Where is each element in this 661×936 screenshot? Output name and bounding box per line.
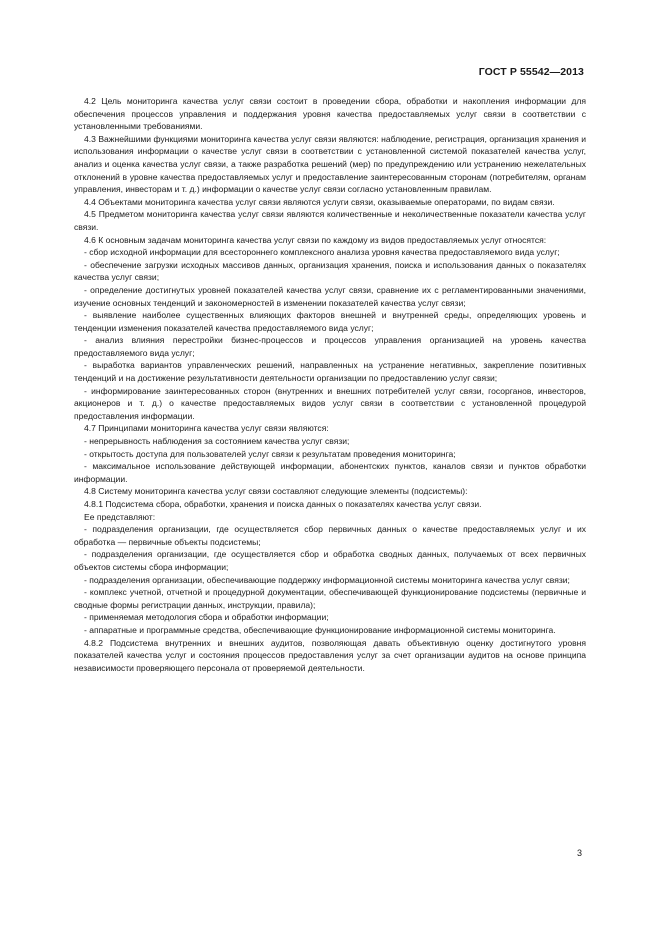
- paragraph: - подразделения организации, где осуществляется сбор и обработка сводных данных, получаемых от всех первичных объектов системы сбора информации;: [74, 549, 586, 572]
- paragraph: 4.3 Важнейшими функциями мониторинга качества услуг связи являются: наблюдение, регистрация, организация хранения и использования информации о качестве услуг связи в соответствии с установленной системой показателей качества услуг, анализ и оценка качества услуг связи, а также разработка решений (мер) по предупреждению или устранению нежелательных отклонений в уровне качества предоставляемых услуг и предоставление заинтересованным сторонам (потребителям, органам управления, инвесторам и т. д.) информации о качестве услуг связи согласно установленным правилам.: [74, 133, 586, 195]
- paragraph: - подразделения организации, обеспечивающие поддержку информационной системы мониторинга качества услуг связи;: [84, 574, 570, 585]
- paragraph: - подразделения организации, где осуществляется сбор первичных данных о качестве предоставляемых услуг и их обработка — первичные объекты подсистемы;: [74, 524, 586, 547]
- document-code: ГОСТ Р 55542—2013: [478, 66, 584, 78]
- paragraph: - аппаратные и программные средства, обеспечивающие функционирование информационной системы мониторинга.: [84, 624, 556, 635]
- paragraph: 4.8.2 Подсистема внутренних и внешних аудитов, позволяющая давать объективную оценку достигнутого уровня показателей качества услуг и состояния процессов предоставления услуг за счет организации аудитов на основе принципа независимости проверяющего персонала от проверяемой деятельности.: [74, 637, 586, 673]
- paragraph: - анализ влияния перестройки бизнес-процессов и процессов управления организацией на уровень качества предоставляемого вида услуг;: [74, 335, 586, 358]
- paragraph: 4.6 К основным задачам мониторинга качества услуг связи по каждому из видов предоставляемых услуг относятся:: [84, 234, 547, 245]
- paragraph: - сбор исходной информации для всестороннего комплексного анализа уровня качества предоставляемого вида услуг;: [84, 247, 560, 258]
- paragraph: - выработка вариантов управленческих решений, направленных на устранение негативных, закрепление позитивных тенденций и на достижение результативности деятельности организации по предоставлению услуг связи;: [74, 360, 586, 384]
- paragraph: 4.4 Объектами мониторинга качества услуг связи являются услуги связи, оказываемые операторами, по видам связи.: [84, 196, 555, 207]
- paragraph: - выявление наиболее существенных влияющих факторов внешней и внутренней среды, определяющих уровень и тенденции изменения показателей качества предоставляемого вида услуг;: [74, 310, 586, 333]
- paragraph: - комплекс учетной, отчетной и процедурной документации, обеспечивающей функционирование подсистемы (первичные и сводные формы регистрации данных, инструкции, правила);: [74, 587, 586, 610]
- paragraph: 4.5 Предметом мониторинга качества услуг связи являются количественные и неколичественные показатели качества услуг связи.: [74, 209, 586, 232]
- paragraph: 4.7 Принципами мониторинга качества услуг связи являются:: [84, 423, 329, 434]
- paragraph: 4.8.1 Подсистема сбора, обработки, хранения и поиска данных о показателях качества услуг связи.: [84, 499, 482, 509]
- paragraph: Ее представляют:: [84, 511, 156, 522]
- paragraph: - обеспечение загрузки исходных массивов данных, организация хранения, поиска и использования данных о показателях качества услуг связи;: [74, 259, 586, 283]
- paragraph: - определение достигнутых уровней показателей качества услуг связи, сравнение их с регламентированными значениями, изучение основных тенденций и закономерностей в изменении показателей качества услуг связи;: [74, 284, 586, 308]
- paragraph: 4.2 Цель мониторинга качества услуг связи состоит в проведении сбора, обработки и накопления информации для обеспечения процессов управления и поддержания уровня качества предоставляемых услуг связи в соответствии с установленными требованиями.: [74, 96, 586, 132]
- document-body: [74, 95, 586, 674]
- paragraph: - применяемая методология сбора и обработки информации;: [84, 612, 329, 623]
- paragraph: - максимальное использование действующей информации, абонентских пунктов, каналов связи и пунктов обработки информации.: [74, 461, 586, 484]
- paragraph: - информирование заинтересованных сторон (внутренних и внешних потребителей услуг связи, госорганов, инвесторов, акционеров и т. д.) о качестве предоставляемых видов услуг связи в соответствии с установленной процедурой предоставления информации.: [74, 385, 586, 421]
- paragraph: - непрерывность наблюдения за состоянием качества услуг связи;: [84, 436, 350, 447]
- paragraph: - открытость доступа для пользователей услуг связи к результатам проведения мониторинга;: [84, 448, 456, 459]
- page-number: 3: [576, 848, 582, 858]
- paragraph: 4.8 Систему мониторинга качества услуг связи составляют следующие элементы (подсистемы):: [84, 486, 468, 497]
